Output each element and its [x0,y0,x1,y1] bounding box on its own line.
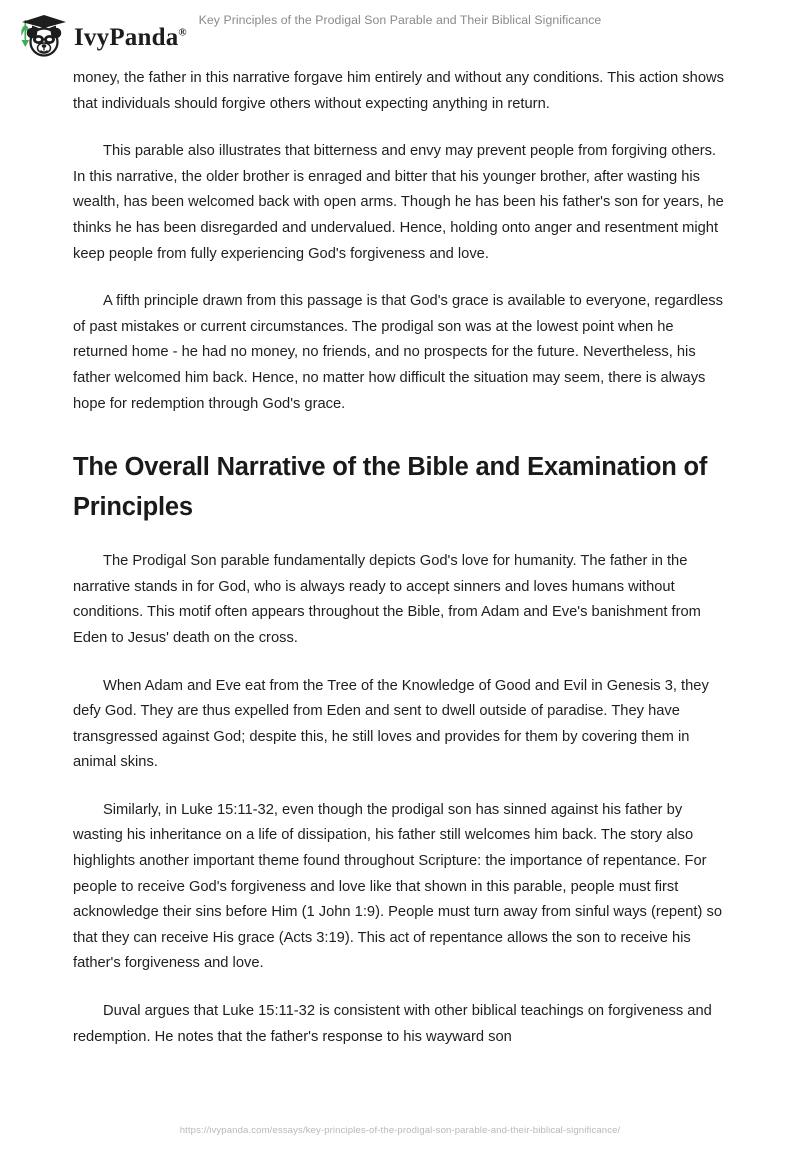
paragraph: A fifth principle drawn from this passage is that God's grace is available to everyone, regardless of past mistakes or current circumstances. The prodigal son was at the lowest point when he returned home - he had no money, no friends, and no prospects for the future. Nevertheless, his father welcomed him back. Hence, no matter how difficult the situation may seem, there is always hope for redemption through God's grace. [73,293,723,412]
page-header [0,0,800,64]
registered-trademark-icon: ® [178,26,187,39]
paragraph: The Prodigal Son parable fundamentally depicts God's love for humanity. The father in the narrative stands in for God, who is always ready to accept sinners and loves humans without conditions. This motif often appears throughout the Bible, from Adam and Eve's banishment from Eden to Jesus' death on the cross. [73,553,701,646]
paragraph: This parable also illustrates that bitterness and envy may prevent people from forgiving others. In this narrative, the older brother is enraged and bitter that his younger brother, after wasting his wealth, has been welcomed back with open arms. Though he has been his father's son for years, he thinks he has been disregarded and undervalued. Hence, holding onto anger and resentment might keep people from fully experiencing God's forgiveness and love. [73,143,724,262]
paragraph: money, the father in this narrative forgave him entirely and without any conditions. This action shows that individuals should forgive others without expecting anything in return. [73,70,724,112]
page-footer [0,1120,800,1138]
paragraph: When Adam and Eve eat from the Tree of the Knowledge of Good and Evil in Genesis 3, they defy God. They are thus expelled from Eden and sent to dwell outside of paradise. They have transgressed against God; despite this, he still loves and provides for them by covering them in animal skins. [73,677,709,771]
article-body [73,66,728,1072]
brand-wordmark [74,25,187,50]
document-title: Key Principles of the Prodigal Son Parable and Their Biblical Significance [198,13,602,27]
brand-name-text: IvyPanda [74,23,179,51]
section-heading: The Overall Narrative of the Bible and Examination of Principles [73,453,708,522]
source-url[interactable]: https://ivypanda.com/essays/key-principles-of-the-prodigal-son-parable-and-their-biblical-significance/ [179,1125,621,1136]
paragraph: Duval argues that Luke 15:11-32 is consistent with other biblical teachings on forgiveness and redemption. He notes that the father's response to his wayward son [73,1003,712,1045]
paragraph: Similarly, in Luke 15:11-32, even though the prodigal son has sinned against his father by wasting his inheritance on a life of dissipation, his father still welcomes him back. The story also highlights another important theme found throughout Scripture: the importance of repentance. For people to receive God's forgiveness and love like that shown in this parable, people must first acknowledge their sins before Him (1 John 1:9). People must turn away from sinful ways (repent) so that they can receive His grace (Acts 3:19). This act of repentance allows the son to receive his father's forgiveness and love. [73,801,722,972]
